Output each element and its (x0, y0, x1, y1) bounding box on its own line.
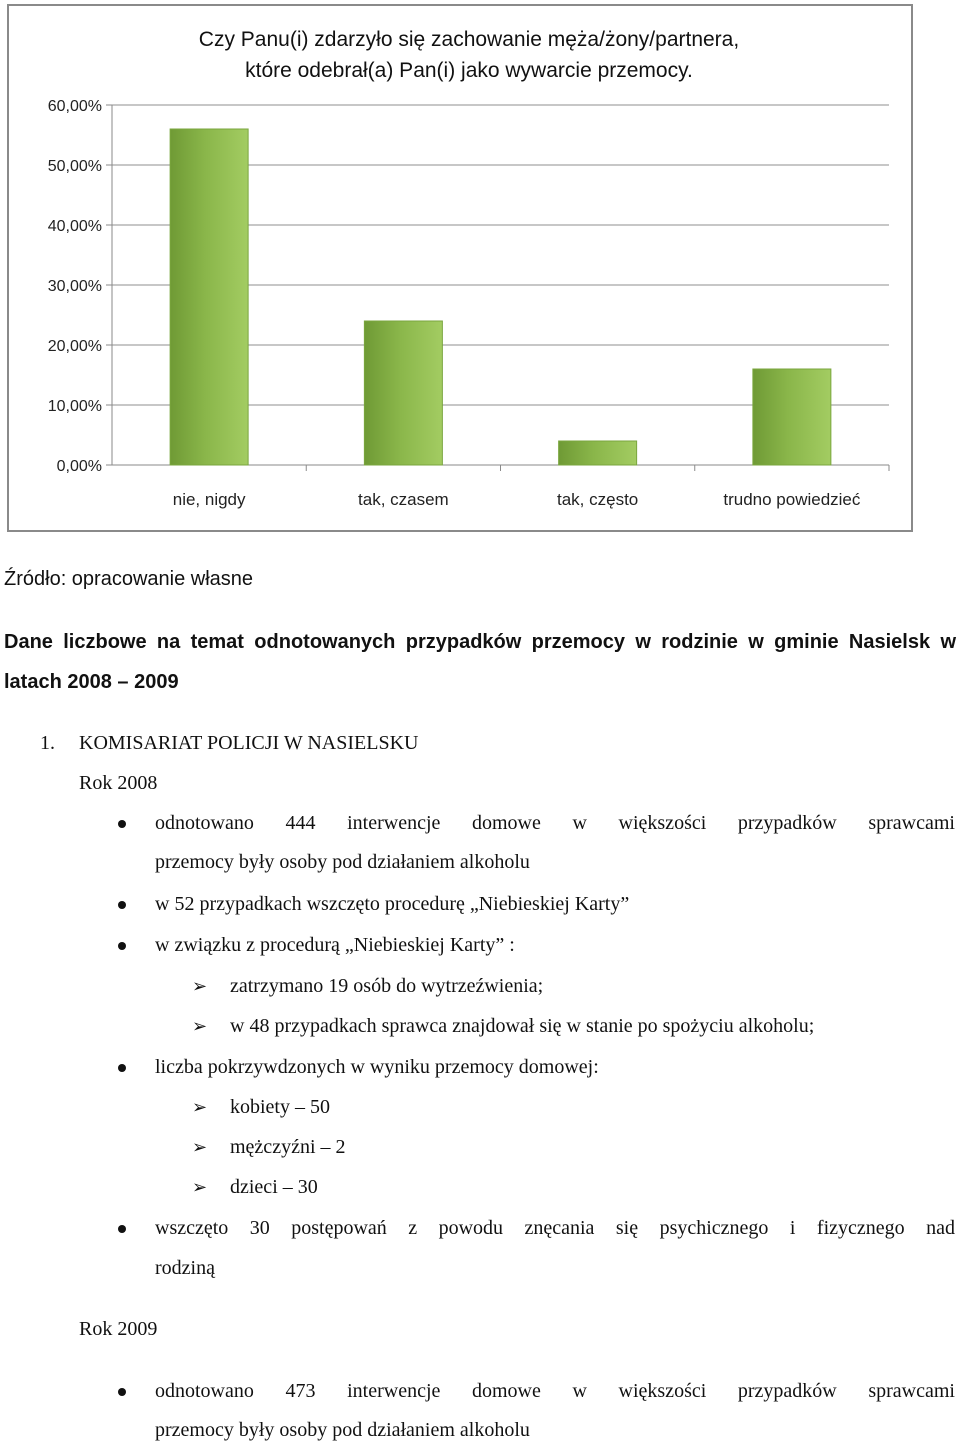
x-tick-label: nie, nigdy (172, 490, 246, 509)
arrow-bullet-icon: ➢ (192, 976, 208, 997)
x-tick-label: trudno powiedzieć (723, 490, 861, 509)
bullet-2008-1-line2: przemocy były osoby pod działaniem alkoholu (155, 851, 530, 873)
bullet-2009-1-line1: odnotowano 473 interwencje domowe w większości przypadków sprawcami (155, 1380, 955, 1402)
y-tick-label: 40,00% (47, 218, 102, 235)
dot-bullet-icon (118, 942, 126, 950)
sub-bullet-2008-4-3: dzieci – 30 (230, 1176, 318, 1198)
y-tick-label: 30,00% (47, 278, 102, 295)
year-2008-label: Rok 2008 (79, 772, 158, 794)
dot-bullet-icon (118, 901, 126, 909)
arrow-bullet-icon: ➢ (192, 1137, 208, 1158)
section-number: 1. (40, 732, 55, 754)
dot-bullet-icon (118, 1225, 126, 1233)
y-tick-label: 60,00% (47, 98, 102, 115)
dot-bullet-icon (118, 1388, 126, 1396)
bullet-2008-4: liczba pokrzywdzonych w wyniku przemocy domowej: (155, 1056, 599, 1078)
bullet-2008-5-line2: rodziną (155, 1257, 215, 1279)
sub-bullet-2008-3-1: zatrzymano 19 osób do wytrzeźwienia; (230, 975, 544, 997)
x-tick-label: tak, czasem (358, 490, 449, 509)
bar (170, 129, 248, 465)
bar-chart (9, 6, 915, 534)
y-tick-label: 20,00% (47, 338, 102, 355)
sub-bullet-2008-4-1: kobiety – 50 (230, 1096, 330, 1118)
arrow-bullet-icon: ➢ (192, 1016, 208, 1037)
sub-bullet-2008-3-2: w 48 przypadkach sprawca znajdował się w stanie po spożyciu alkoholu; (230, 1015, 815, 1037)
x-tick-label: tak, często (556, 490, 639, 509)
arrow-bullet-icon: ➢ (192, 1177, 208, 1198)
section-title: KOMISARIAT POLICJI W NASIELSKU (79, 732, 419, 754)
section-heading-line1: Dane liczbowe na temat odnotowanych przypadków przemocy w rodzinie w gminie Nasielsk w (4, 631, 956, 653)
chart-title-line2: które odebrał(a) Pan(i) jako wywarcie przemocy. (245, 59, 693, 82)
bar (559, 441, 637, 465)
section-heading-line2: latach 2008 – 2009 (4, 671, 179, 693)
bullet-2008-2: w 52 przypadkach wszczęto procedurę „Niebieskiej Karty” (155, 893, 630, 915)
bullet-2008-3: w związku z procedurą „Niebieskiej Karty” : (155, 934, 515, 956)
dot-bullet-icon (118, 820, 126, 828)
bar (364, 321, 442, 465)
y-tick-label: 50,00% (47, 158, 102, 175)
dot-bullet-icon (118, 1064, 126, 1072)
source-note: Źródło: opracowanie własne (4, 568, 254, 590)
sub-bullet-2008-4-2: mężczyźni – 2 (230, 1136, 346, 1158)
chart-frame (7, 4, 913, 532)
year-2009-label: Rok 2009 (79, 1318, 158, 1340)
y-tick-label: 10,00% (47, 398, 102, 415)
bullet-2008-5-line1: wszczęto 30 postępowań z powodu znęcania się psychicznego i fizycznego nad (155, 1217, 955, 1239)
bar (753, 369, 831, 465)
bullet-2008-1-line1: odnotowano 444 interwencje domowe w większości przypadków sprawcami (155, 812, 955, 834)
y-tick-label: 0,00% (56, 458, 102, 475)
arrow-bullet-icon: ➢ (192, 1097, 208, 1118)
bullet-2009-1-line2: przemocy były osoby pod działaniem alkoholu (155, 1419, 530, 1441)
chart-title-line1: Czy Panu(i) zdarzyło się zachowanie męża/żony/partnera, (198, 28, 740, 51)
